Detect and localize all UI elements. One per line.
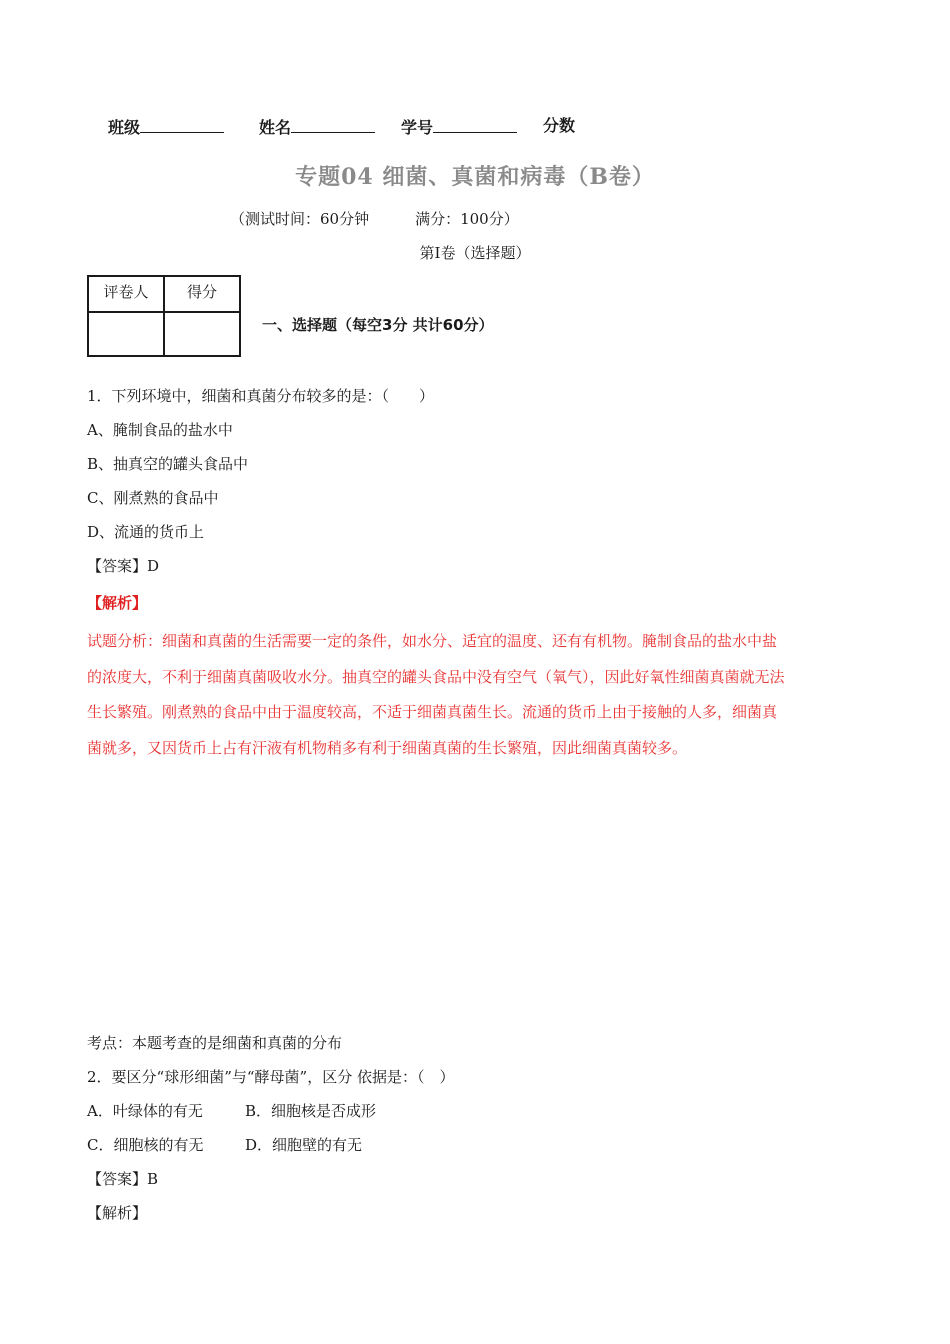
page-title: 专题04 细菌、真菌和病毒（B卷）	[295, 164, 655, 190]
q1-analysis-label: 【解析】	[87, 594, 148, 612]
name-field	[259, 116, 375, 138]
q1-analysis-line: 菌就多，又因货币上占有汗液有机物稍多有利于细菌真菌的生长繁殖，因此细菌真菌较多。	[87, 738, 688, 757]
full-score: 满分：100分）	[415, 210, 519, 228]
q1-option-c: C、刚煮熟的食品中	[87, 489, 219, 507]
class-label: 班级	[108, 118, 141, 137]
q2-option-a: A．叶绿体的有无	[87, 1102, 203, 1120]
name-label: 姓名	[259, 118, 292, 137]
q1-analysis-line: 的浓度大，不利于细菌真菌吸收水分。抽真空的罐头食品中没有空气（氧气），因此好氧性细菌真菌就无法	[87, 667, 785, 686]
q2-option-c: C．细胞核的有无	[87, 1136, 204, 1154]
name-blank	[291, 116, 375, 133]
q1-point: 考点：本题考查的是细菌和真菌的分布	[87, 1034, 343, 1052]
q1-option-b: B、抽真空的罐头食品中	[87, 455, 249, 473]
class-field	[108, 116, 224, 138]
id-blank	[433, 116, 517, 133]
q2-options-row-1	[87, 1101, 487, 1121]
q1-option-a: A、腌制食品的盐水中	[87, 421, 233, 439]
test-meta	[230, 208, 519, 229]
part-heading: 第I卷（选择题）	[419, 244, 531, 262]
q2-answer: 【答案】B	[87, 1170, 159, 1188]
q2-option-b: B．细胞核是否成形	[245, 1102, 377, 1120]
grader-cell[interactable]	[88, 312, 164, 356]
q1-stem: 1．下列环境中，细菌和真菌分布较多的是：（ ）	[87, 387, 435, 405]
test-time: （测试时间：60分钟	[230, 210, 370, 228]
q2-stem: 2．要区分“球形细菌”与“酵母菌”，区分 依据是：（ ）	[87, 1068, 455, 1086]
score-cell[interactable]	[164, 312, 240, 356]
id-field	[401, 116, 517, 138]
q1-analysis	[87, 624, 827, 766]
q1-option-d: D、流通的货币上	[87, 523, 205, 541]
q2-options-row-2	[87, 1135, 487, 1155]
id-label: 学号	[401, 118, 434, 137]
score-label: 分数	[543, 116, 576, 135]
score-table	[87, 275, 241, 357]
q1-analysis-line: 试题分析：细菌和真菌的生活需要一定的条件，如水分、适宜的温度、还有有机物。腌制食品的盐水中盐	[87, 632, 778, 650]
section-heading: 一、选择题（每空3分 共计60分）	[262, 316, 494, 334]
q1-answer: 【答案】D	[87, 557, 160, 575]
grader-header: 评卷人	[88, 276, 164, 312]
score-header: 得分	[164, 276, 240, 312]
q1-analysis-line: 生长繁殖。刚煮熟的食品中由于温度较高，不适于细菌真菌生长。流通的货币上由于接触的人多，细菌真	[87, 703, 778, 721]
score-field	[543, 116, 575, 136]
q2-analysis-label: 【解析】	[87, 1204, 148, 1222]
q2-option-d: D．细胞壁的有无	[245, 1136, 363, 1154]
class-blank	[140, 116, 224, 133]
